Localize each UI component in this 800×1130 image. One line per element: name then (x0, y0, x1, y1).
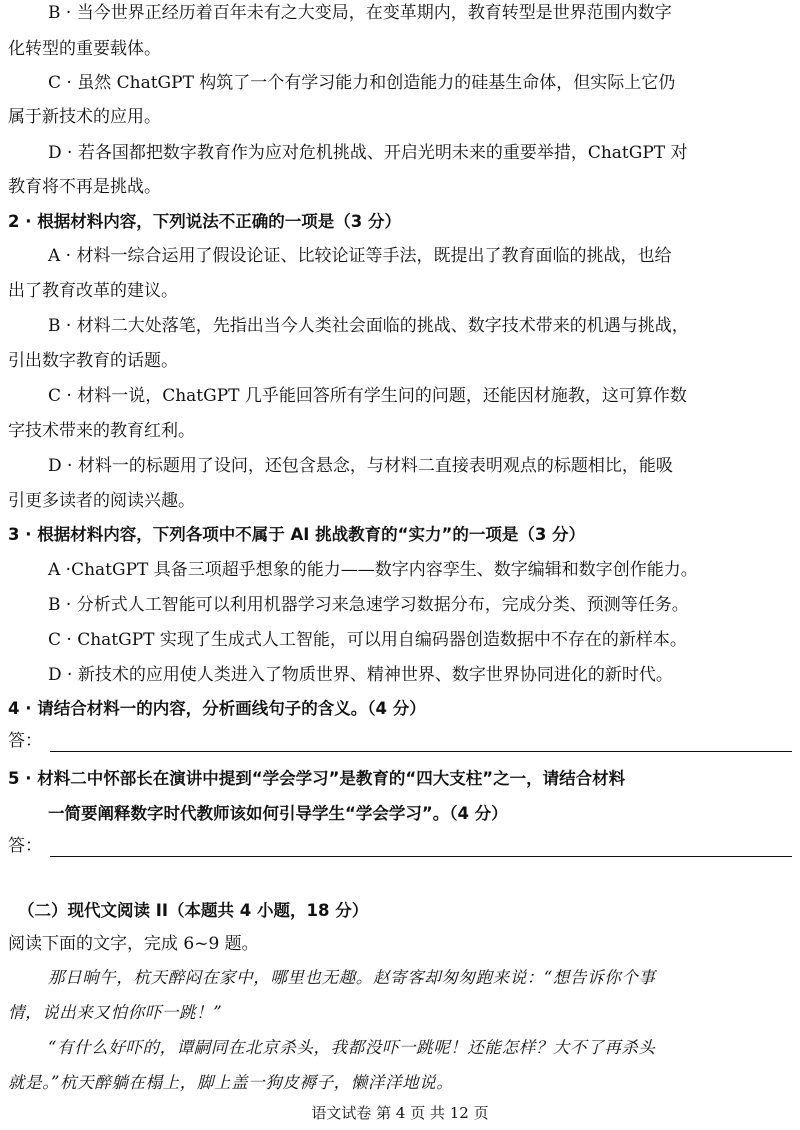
q5-answer-line[interactable] (8, 833, 792, 857)
section2-heading: （二）现代文阅读 II（本题共 4 小题，18 分） (18, 901, 369, 920)
q3-option-c: C · ChatGPT 实现了生成式人工智能，可以用自编码器创造数据中不存在的新样本。 (48, 630, 687, 650)
q5-answer-label: 答： (8, 836, 42, 856)
q1-option-c-line1: C · 虽然 ChatGPT 构筑了一个有学习能力和创造能力的硅基生命体，但实际上它仍 (48, 73, 676, 93)
q3-stem: 3 · 根据材料内容，下列各项中不属于 AI 挑战教育的“实力”的一项是（3 分） (8, 525, 586, 544)
q1-option-d-line1: D · 若各国都把数字教育作为应对危机挑战、开启光明未来的重要举措，ChatGPT 对 (48, 143, 688, 163)
q1-option-b-line2: 化转型的重要载体。 (8, 39, 161, 59)
passage-para2-line2: 就是。”杭天醉躺在榻上，脚上盖一狗皮褥子，懒洋洋地说。 (8, 1073, 454, 1092)
q3-option-a: A ·ChatGPT 具备三项超乎想象的能力——数字内容孪生、数字编辑和数字创作能力。 (48, 560, 698, 580)
q2-stem: 2 · 根据材料内容，下列说法不正确的一项是（3 分） (8, 212, 401, 231)
q1-option-b-line1: B · 当今世界正经历着百年未有之大变局，在变革期内，教育转型是世界范围内数字 (48, 3, 672, 23)
q4-answer-blank[interactable] (50, 737, 792, 752)
q1-option-d-line2: 教育将不再是挑战。 (8, 177, 161, 197)
q2-option-a-line2: 出了教育改革的建议。 (8, 281, 178, 301)
q1-option-c-line2: 属于新技术的应用。 (8, 107, 161, 127)
q2-option-c-line1: C · 材料一说，ChatGPT 几乎能回答所有学生问的问题，还能因材施教，这可算作数 (48, 386, 687, 406)
page-footer: 语文试卷 第 4 页 共 12 页 (311, 1104, 489, 1122)
q5-answer-blank[interactable] (50, 842, 792, 857)
q3-option-b: B · 分析式人工智能可以利用机器学习来急速学习数据分布，完成分类、预测等任务。 (48, 595, 689, 615)
passage-para1-line2: 情，说出来又怕你吓一跳！” (8, 1003, 223, 1022)
q3-option-d: D · 新技术的应用使人类进入了物质世界、精神世界、数字世界协同进化的新时代。 (48, 665, 673, 685)
q4-answer-line[interactable] (8, 728, 792, 752)
q5-stem-line2: 一简要阐释数字时代教师该如何引导学生“学会学习”。（4 分） (48, 804, 508, 823)
q4-stem: 4 · 请结合材料一的内容，分析画线句子的含义。（4 分） (8, 699, 426, 718)
q2-option-b-line1: B · 材料二大处落笔，先指出当今人类社会面临的挑战、数字技术带来的机遇与挑战， (48, 316, 689, 336)
q2-option-b-line2: 引出数字教育的话题。 (8, 351, 178, 371)
q2-option-c-line2: 字技术带来的教育红利。 (8, 421, 195, 441)
q2-option-d-line1: D · 材料一的标题用了设问，还包含悬念，与材料二直接表明观点的标题相比，能吸 (48, 456, 673, 476)
section2-instruction: 阅读下面的文字，完成 6~9 题。 (8, 934, 259, 954)
q2-option-d-line2: 引更多读者的阅读兴趣。 (8, 491, 195, 511)
passage-para1-line1: 那日晌午，杭天醉闷在家中，哪里也无趣。赵寄客却匆匆跑来说：“想告诉你个事 (48, 968, 656, 987)
q2-option-a-line1: A · 材料一综合运用了假设论证、比较论证等手法，既提出了教育面临的挑战，也给 (48, 246, 672, 266)
q5-stem-line1: 5 · 材料二中怀部长在演讲中提到“学会学习”是教育的“四大支柱”之一，请结合材料 (8, 769, 626, 788)
q4-answer-label: 答： (8, 731, 42, 751)
passage-para2-line1: “有什么好吓的，谭嗣同在北京杀头，我都没吓一跳呢！还能怎样？大不了再杀头 (48, 1038, 656, 1057)
